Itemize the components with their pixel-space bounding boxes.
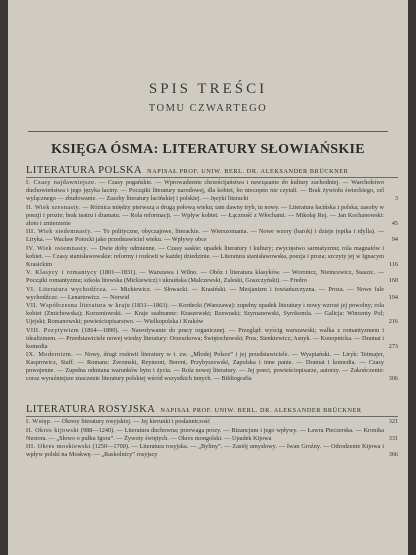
section-header — [26, 165, 398, 176]
toc-entry[interactable] — [26, 327, 398, 351]
toc-entry[interactable] — [26, 443, 398, 459]
section-header — [26, 404, 398, 415]
toc-entry[interactable] — [26, 286, 398, 302]
toc-entry-text: (988—1240). — Literatura duchowna; przewaga prozy. — Bizancjum i jego wpływy. — Ławra Pieczerska. — Kronika Nestora. — „Słowo o pułku Igora”. — Żywoty świętych. — Okres mongolski. — Upadek Kijowa — [26, 426, 384, 442]
toc-entry-heading: II. Wiek szesnasty. — [26, 203, 81, 211]
toc-entry-heading: III. Okres moskiewski — [26, 443, 91, 450]
toc-entry[interactable] — [26, 427, 398, 443]
section-russian-literature — [26, 404, 398, 460]
toc-entry-heading: I. Czasy najdawniejsze. — [26, 179, 97, 186]
toc-page-number: 216 — [388, 318, 398, 325]
toc-entry[interactable] — [26, 269, 398, 285]
page-subtitle: TOMU CZWARTEGO — [148, 103, 268, 114]
toc-page-number: 306 — [388, 375, 398, 382]
toc-page-number: 116 — [388, 260, 398, 268]
book-page — [8, 0, 408, 555]
toc-entry-heading: VII. Współczesna literatura w kraju — [26, 302, 131, 309]
toc-entry-heading: IX. Modernizm. — [26, 351, 74, 358]
toc-entry[interactable] — [26, 351, 398, 383]
toc-entry-text: — Nowy, drugi rozkwit literatury w t. zw. „Młodej Polsce” i jej przedstawiciele. — Wyspiański. — Liryk: Tetmajer, Kasprowicz, Staff. — Romans: Żeromski, Reymont, Berent, Przybyszewski, Zapolska i inne panie. — Dramat i komedia. — Czasy powojenne. — Zupełna odmiana warunków bytu i życia. — Rola nowej literatury. — Jej poeci, powieściopisarze, autorzy. — Zakończenie: coraz wyraźniejsze znaczenie literatury polskiej wśród wszystkich innych. — Bibliografia — [26, 351, 385, 382]
toc-entries — [26, 179, 398, 383]
section-author: NAPISAŁ PROF. UNIW. BERL. DR. ALEKSANDER BRÜCKNER — [160, 407, 362, 414]
section-divider — [26, 416, 398, 417]
toc-page-number: 45 — [391, 219, 398, 227]
toc-page-number: 160 — [388, 277, 398, 284]
section-title: LITERATURA POLSKA — [26, 165, 143, 176]
toc-entry-heading: V. Klasycy i romantycy — [26, 269, 98, 276]
toc-entry-text: (1831—1863). — Kordecki (Warszawa): zupełny upadek literatury i nowy wzrost jej powolny; rola kobiet (Zmichowska); Korzeniowski. — Kraje szabranne: Kraszewski; Rzewuski; Szymanowski, Syrokomla. — Galicja: Wincenty Pol; Ujejski; Romanowski; powieściopisarstwo. — Wielkopolska i Kraków — [26, 302, 384, 325]
toc-entry-text: — Mickiewicz. — Słowacki. — Krasiński. — Mesjanizm i towiańszczyzna. — Proza. — Nowe fale wychodźcze. — Lenartowicz. — Norwid — [26, 285, 385, 301]
toc-page-number: 321 — [388, 418, 398, 425]
toc-page-number: 273 — [388, 342, 398, 350]
toc-entry[interactable] — [26, 245, 398, 269]
divider — [28, 131, 388, 132]
section-author: NAPISAŁ PROF. UNIW. BERL. DR. ALEKSANDER BRÜCKNER — [147, 168, 349, 175]
toc-entry[interactable] — [26, 179, 398, 203]
section-title: LITERATURA ROSYJSKA — [26, 404, 156, 415]
toc-page-number: 194 — [388, 293, 398, 301]
toc-entry-heading: IV. Wiek osiemnasty. — [26, 244, 89, 252]
toc-entry-heading: I. Wstęp. — [26, 418, 53, 425]
toc-entry-text: — Czasy pogańskie. — Wprowadzenie chrześcijaństwa i nawiązanie do kultury zachodniej. — Warchołstwo duchowieństwa i jego języka łaciny. — Początki literatury narodowej, dla kobiet, bo nieczęsto nie czytali. — Brak żywiołu świeckiego, cel wyłącznego — zbudowanie. — Zasoby literatury łacińskiej i polskiej. — Języki literacki — [26, 179, 384, 202]
section-polish-literature — [26, 165, 398, 384]
section-divider — [26, 177, 398, 178]
toc-entry[interactable] — [26, 418, 398, 426]
toc-page-number: 3 — [394, 195, 398, 202]
toc-entry[interactable] — [26, 228, 398, 244]
toc-page-number: 94 — [391, 236, 398, 243]
toc-entry[interactable] — [26, 204, 398, 228]
book-title: KSIĘGA ÓSMA: LITERATURY SŁOWIAŃSKIE — [51, 142, 365, 157]
toc-entry-heading: VI. Literatura wychodźcza. — [26, 285, 108, 293]
page-title: SPIS TREŚCI — [148, 81, 268, 97]
toc-page-number: 366 — [388, 451, 398, 458]
toc-entry-text: — Okresy literatury rosyjskiej. — Jej kierunki i posłanniczość — [53, 418, 211, 425]
toc-entry-heading: II. Okres kijowski — [26, 426, 80, 434]
toc-entry[interactable] — [26, 302, 398, 326]
toc-entry-text: — To polityczne, obyczajowe, literackie. — Wierszomania. — Nowe wzory (barok) i dzieje (epika i idylla). — Liryka. — Wacław Potocki jako przedstawiciel wieku. — Wpływy obce — [26, 228, 384, 243]
toc-entries — [26, 418, 398, 459]
toc-entry-heading: III. Wiek siedemnasty. — [26, 228, 93, 235]
toc-page-number: 331 — [388, 434, 398, 442]
toc-entry-text: — Dwie doby odmienne. — Czasy saskie: upadek literatury i kultury; zwycięstwo sarmatyzmu; rola magnatów i kobiet. — Czasy stanisławowskie: reformy i rozkwit w każdej dziedzinie. — Literatura stanisławowska, poezja i proza; szczyty jej w Ignacym Krasickim — [26, 244, 384, 268]
toc-entry-heading: VIII. Pozytywizm — [26, 326, 79, 334]
toc-entry-text: (1864—1890). — Nawoływanie do pracy organicznej. — Przegląd: wyścig warszawski; walka z romantyzmem i idealizmem. — Przedstawiciele nowej wiedzy literatury: Orzeszkowa; Świętochowski; Prus; Sienkiewicz; Asnyk. — Konopnicka. — Dramat i komedia — [26, 326, 385, 350]
toc-entry-text: (1801—1831). — Warszawa i Wilno. — Obóz i literatura klasyków. — Woronicz, Niemcewicz, Staszic. — Początki romantyzmu; szkoła litewska (Mickiewicz) i ukraińska (Malczewski, Zaleski, Goszczyński). — Fredro — [26, 269, 385, 284]
toc-entry-text: — Różnica między pierwszą a drugą połową wieku; tam dawny tryb, tu nowy. — Literatura łacińska i polska; zasoby w poezji i prozie; brak teatru i dramatu. — Rola reformacji. — Wpływ kobiet. — Łączność z Włochami. — Mikołaj Rej. — Jan Kochanowski: złoto i zmierzenie — [26, 203, 385, 227]
toc-entry-text: (1250—1700). — Literatura rosyjska. — „Byliny”. — Zastój umysłowy. — Iwan Groźny. — Odrodzenie Kijowa i wpływ polski na Moskwę. — „Raskolnicy” rosyjscy — [26, 443, 385, 458]
